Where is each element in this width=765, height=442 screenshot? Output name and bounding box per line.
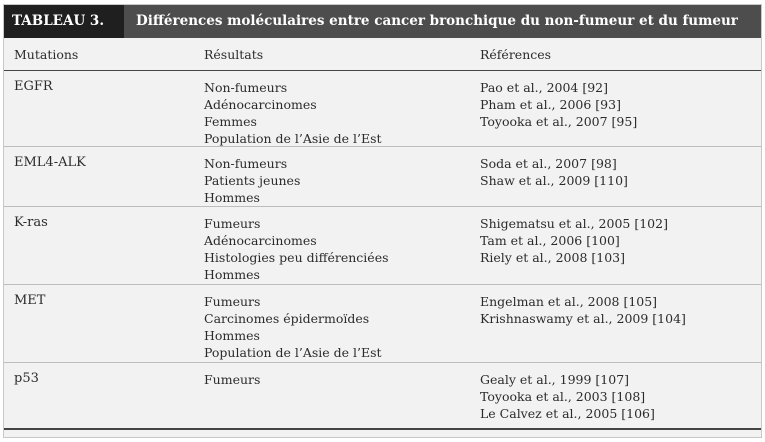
references-cell bbox=[480, 215, 668, 266]
table-title-bar bbox=[4, 5, 761, 38]
result-item: Carcinomes épidermoïdes bbox=[204, 311, 370, 326]
result-item: Femmes bbox=[204, 114, 257, 129]
mutation-cell: K-ras bbox=[14, 215, 48, 230]
result-item: Non-fumeurs bbox=[204, 156, 288, 171]
reference-item: Pao et al., 2004 [92] bbox=[480, 80, 609, 95]
result-item: Fumeurs bbox=[204, 294, 261, 309]
table-row bbox=[4, 71, 761, 147]
mutation-cell: MET bbox=[14, 293, 46, 308]
result-item: Non-fumeurs bbox=[204, 80, 288, 95]
reference-item: Tam et al., 2006 [100] bbox=[480, 233, 620, 248]
result-item: Hommes bbox=[204, 190, 260, 205]
reference-item: Riely et al., 2008 [103] bbox=[480, 250, 626, 265]
results-cell bbox=[204, 371, 260, 388]
reference-item: Toyooka et al., 2007 [95] bbox=[480, 114, 638, 129]
result-item: Fumeurs bbox=[204, 372, 261, 387]
references-cell bbox=[480, 79, 637, 130]
result-item: Patients jeunes bbox=[204, 173, 301, 188]
table-number-label: TABLEAU 3. bbox=[4, 5, 124, 38]
table-row bbox=[4, 363, 761, 428]
table-row bbox=[4, 147, 761, 207]
results-cell bbox=[204, 215, 389, 283]
references-cell bbox=[480, 155, 628, 189]
reference-item: Pham et al., 2006 [93] bbox=[480, 97, 621, 112]
table-row bbox=[4, 285, 761, 363]
mutation-cell: p53 bbox=[14, 371, 39, 386]
result-item: Fumeurs bbox=[204, 216, 261, 231]
mutation-cell: EML4-ALK bbox=[14, 155, 86, 170]
results-cell bbox=[204, 155, 300, 206]
reference-item: Soda et al., 2007 [98] bbox=[480, 156, 617, 171]
references-cell bbox=[480, 293, 686, 327]
result-item: Histologies peu différenciées bbox=[204, 250, 389, 265]
results-cell bbox=[204, 79, 382, 147]
reference-item: Krishnaswamy et al., 2009 [104] bbox=[480, 311, 686, 326]
result-item: Hommes bbox=[204, 267, 260, 282]
table-title: Différences moléculaires entre cancer bronchique du non-fumeur et du fumeur bbox=[136, 13, 738, 29]
mutation-cell: EGFR bbox=[14, 79, 53, 94]
header-references: Références bbox=[480, 47, 552, 62]
reference-item: Shigematsu et al., 2005 [102] bbox=[480, 216, 668, 231]
table-header-row bbox=[4, 38, 761, 71]
header-mutations: Mutations bbox=[14, 47, 79, 62]
result-item: Population de l’Asie de l’Est bbox=[204, 131, 382, 146]
result-item: Hommes bbox=[204, 328, 260, 343]
results-cell bbox=[204, 293, 382, 361]
references-cell bbox=[480, 371, 655, 422]
reference-item: Toyooka et al., 2003 [108] bbox=[480, 389, 646, 404]
table-bottom-rule bbox=[4, 428, 761, 430]
reference-item: Shaw et al., 2009 [110] bbox=[480, 173, 628, 188]
table-frame bbox=[3, 4, 762, 438]
reference-item: Engelman et al., 2008 [105] bbox=[480, 294, 658, 309]
result-item: Adénocarcinomes bbox=[204, 233, 317, 248]
reference-item: Le Calvez et al., 2005 [106] bbox=[480, 406, 655, 421]
result-item: Adénocarcinomes bbox=[204, 97, 317, 112]
reference-item: Gealy et al., 1999 [107] bbox=[480, 372, 630, 387]
result-item: Population de l’Asie de l’Est bbox=[204, 345, 382, 360]
header-results: Résultats bbox=[204, 47, 264, 62]
table-row bbox=[4, 207, 761, 285]
